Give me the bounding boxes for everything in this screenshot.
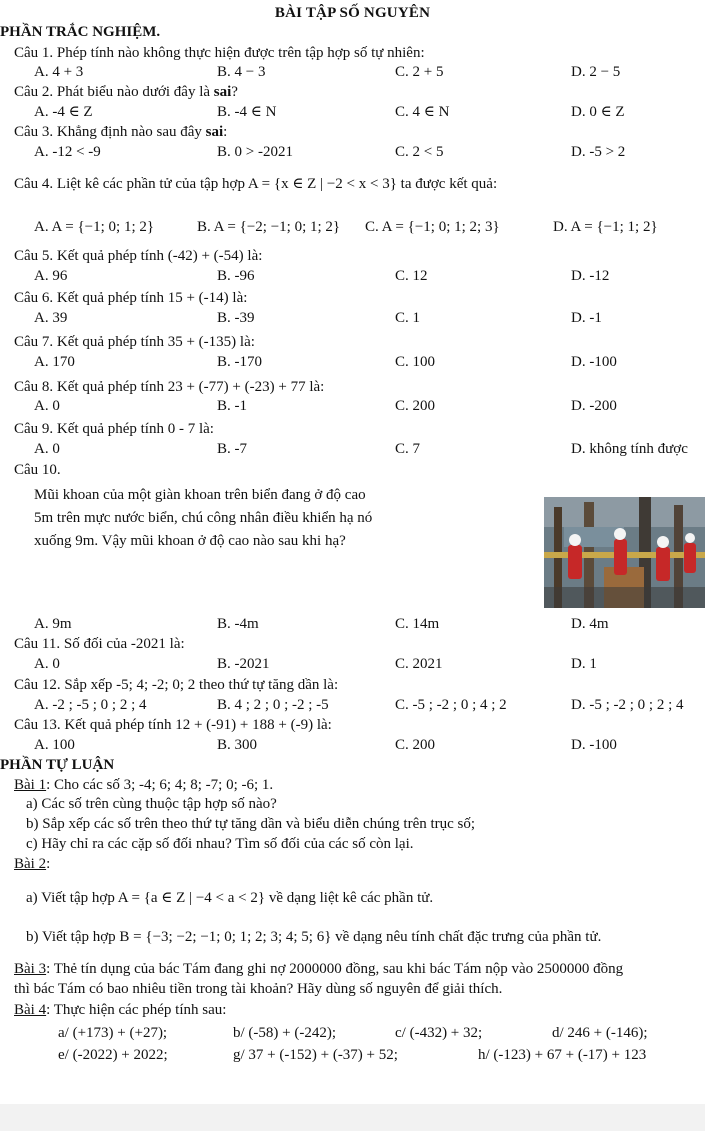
- option-d: D. -12: [571, 268, 610, 284]
- question-8-options: [0, 398, 705, 415]
- calc-b: b/ (-58) + (-242);: [233, 1025, 337, 1041]
- question-3-options: [0, 144, 705, 161]
- option-b: B. 300: [217, 737, 258, 753]
- option-d: D. -200: [571, 398, 617, 414]
- option-b: B. A = {−2; −1; 0; 1; 2}: [197, 219, 341, 235]
- question-10-text-line-3: xuống 9m. Vậy mũi khoan ở độ cao nào sau khi hạ?: [34, 533, 346, 549]
- stem-text: Câu 2. Phát biểu nào dưới đây là: [14, 84, 214, 100]
- stem-punct: ?: [231, 84, 238, 100]
- question-8-stem: Câu 8. Kết quả phép tính 23 + (-77) + (-23) + 77 là:: [14, 379, 325, 395]
- exercise-3-text: : Thẻ tín dụng của bác Tám đang ghi nợ 2000000 đồng, sau khi bác Tám nộp vào 2500000 đồng: [46, 961, 624, 977]
- option-c: C. 1: [395, 310, 421, 326]
- exercise-4-text: : Thực hiện các phép tính sau:: [46, 1002, 227, 1018]
- option-c: C. 2 + 5: [395, 64, 444, 80]
- option-b: B. -96: [217, 268, 255, 284]
- exercise-1-prompt: [14, 777, 273, 794]
- exercise-4-prompt: [14, 1002, 226, 1019]
- exercise-2-item-a: a) Viết tập hợp A = {a ∈ Z | −4 < a < 2} về dạng liệt kê các phần tử.: [26, 890, 434, 906]
- option-c: C. 100: [395, 354, 436, 370]
- option-d: D. 1: [571, 656, 597, 672]
- option-a: A. 0: [34, 398, 60, 414]
- option-a: A. -12 < -9: [34, 144, 101, 160]
- option-c: C. 7: [395, 441, 421, 457]
- option-a: A. 39: [34, 310, 68, 326]
- option-c: C. 2 < 5: [395, 144, 444, 160]
- option-a: A. 170: [34, 354, 75, 370]
- bottom-gray-band: [0, 1104, 705, 1131]
- option-d: D. 0 ∈ Z: [571, 104, 625, 120]
- question-7-options: [0, 354, 705, 371]
- option-b: B. -170: [217, 354, 262, 370]
- option-b: B. -4m: [217, 616, 259, 632]
- stem-emphasis: sai: [213, 84, 232, 100]
- question-9-stem: Câu 9. Kết quả phép tính 0 - 7 là:: [14, 421, 214, 437]
- calc-g: g/ 37 + (-152) + (-37) + 52;: [233, 1047, 398, 1063]
- option-d: D. -5 > 2: [571, 144, 626, 160]
- option-a: A. 0: [34, 441, 60, 457]
- option-a: A. -2 ; -5 ; 0 ; 2 ; 4: [34, 697, 147, 713]
- exercise-2-label: Bài 2: [14, 856, 47, 872]
- question-11-options: [0, 656, 705, 673]
- question-5-stem: Câu 5. Kết quả phép tính (-42) + (-54) là:: [14, 248, 263, 264]
- option-d: D. 4m: [571, 616, 609, 632]
- mc-heading: PHẦN TRẮC NGHIỆM.: [0, 24, 161, 40]
- exercise-2-text: :: [46, 856, 51, 872]
- question-5-options: [0, 268, 705, 285]
- option-d: D. -5 ; -2 ; 0 ; 2 ; 4: [571, 697, 684, 713]
- option-c: C. 4 ∈ N: [395, 104, 450, 120]
- option-d: D. -100: [571, 737, 617, 753]
- oil-rig-photo: [544, 497, 705, 608]
- question-3-stem: [14, 124, 227, 141]
- option-a: A. 9m: [34, 616, 72, 632]
- option-c: C. 14m: [395, 616, 440, 632]
- exercise-4-row-1: [0, 1025, 705, 1042]
- option-c: C. 200: [395, 737, 436, 753]
- option-b: B. 0 > -2021: [217, 144, 293, 160]
- question-7-stem: Câu 7. Kết quả phép tính 35 + (-135) là:: [14, 334, 255, 350]
- option-d: D. 2 − 5: [571, 64, 621, 80]
- option-a: A. 96: [34, 268, 68, 284]
- essay-heading: PHẦN TỰ LUẬN: [0, 757, 115, 773]
- question-10-text-line-2: 5m trên mực nước biển, chú công nhân điều khiển hạ nó: [34, 510, 373, 526]
- option-b: B. -4 ∈ N: [217, 104, 277, 120]
- option-a: A. 4 + 3: [34, 64, 84, 80]
- question-4-stem: Câu 4. Liệt kê các phần tử của tập hợp A = {x ∈ Z | −2 < x < 3} ta được kết quả:: [14, 176, 498, 192]
- calc-a: a/ (+173) + (+27);: [58, 1025, 168, 1041]
- option-b: B. 4 ; 2 ; 0 ; -2 ; -5: [217, 697, 329, 713]
- stem-punct: :: [223, 124, 228, 140]
- question-12-stem: Câu 12. Sắp xếp -5; 4; -2; 0; 2 theo thứ tự tăng dần là:: [14, 677, 339, 693]
- exercise-1-item-c: c) Hãy chỉ ra các cặp số đối nhau? Tìm số đối của các số còn lại.: [26, 836, 414, 852]
- option-a: A. 100: [34, 737, 75, 753]
- calc-d: d/ 246 + (-146);: [552, 1025, 648, 1041]
- stem-emphasis: sai: [205, 124, 224, 140]
- option-b: B. -1: [217, 398, 247, 414]
- question-11-stem: Câu 11. Số đối của -2021 là:: [14, 636, 185, 652]
- question-1-stem: Câu 1. Phép tính nào không thực hiện được trên tập hợp số tự nhiên:: [14, 45, 425, 61]
- calc-e: e/ (-2022) + 2022;: [58, 1047, 168, 1063]
- calc-h: h/ (-123) + 67 + (-17) + 123: [478, 1047, 647, 1063]
- question-1-options: [0, 64, 705, 81]
- question-13-options: [0, 737, 705, 754]
- question-6-stem: Câu 6. Kết quả phép tính 15 + (-14) là:: [14, 290, 248, 306]
- option-a: A. A = {−1; 0; 1; 2}: [34, 219, 155, 235]
- question-2-stem: [14, 84, 238, 101]
- oil-rig-illustration: [544, 497, 705, 608]
- exercise-1-label: Bài 1: [14, 777, 47, 793]
- question-12-options: [0, 697, 705, 714]
- question-10-text-line-1: Mũi khoan của một giàn khoan trên biển đang ở độ cao: [34, 487, 366, 503]
- option-d: D. -1: [571, 310, 602, 326]
- option-c: C. 2021: [395, 656, 443, 672]
- option-c: C. 200: [395, 398, 436, 414]
- exercise-1-text: : Cho các số 3; -4; 6; 4; 8; -7; 0; -6; 1.: [46, 777, 274, 793]
- question-13-stem: Câu 13. Kết quả phép tính 12 + (-91) + 188 + (-9) là:: [14, 717, 332, 733]
- option-b: B. -7: [217, 441, 247, 457]
- option-a: A. 0: [34, 656, 60, 672]
- option-b: B. -2021: [217, 656, 270, 672]
- exercise-1-item-b: b) Sắp xếp các số trên theo thứ tự tăng dần và biểu diễn chúng trên trục số;: [26, 816, 476, 832]
- question-10-options: [0, 616, 705, 633]
- calc-c: c/ (-432) + 32;: [395, 1025, 483, 1041]
- exercise-2-prompt: [14, 856, 50, 873]
- option-d: D. không tính được: [571, 441, 688, 457]
- question-2-options: [0, 104, 705, 121]
- exercise-4-label: Bài 4: [14, 1002, 47, 1018]
- exercise-2-item-b: b) Viết tập hợp B = {−3; −2; −1; 0; 1; 2; 3; 4; 5; 6} về dạng nêu tính chất đặc trưng của phần tử.: [26, 929, 602, 945]
- option-c: C. A = {−1; 0; 1; 2; 3}: [365, 219, 500, 235]
- question-6-options: [0, 310, 705, 327]
- question-10-label: Câu 10.: [14, 462, 61, 478]
- stem-text: Câu 3. Khẳng định nào sau đây: [14, 124, 206, 140]
- option-d: D. A = {−1; 1; 2}: [553, 219, 658, 235]
- exercise-3-text-line-2: thì bác Tám có bao nhiêu tiền trong tài khoản? Hãy dùng số nguyên để giải thích.: [14, 981, 503, 997]
- exercise-3-prompt: [14, 961, 623, 978]
- exercise-4-row-2: [0, 1047, 705, 1064]
- option-b: B. 4 − 3: [217, 64, 266, 80]
- option-a: A. -4 ∈ Z: [34, 104, 93, 120]
- question-9-options: [0, 441, 705, 458]
- exercise-1-item-a: a) Các số trên cùng thuộc tập hợp số nào?: [26, 796, 277, 812]
- exercise-3-label: Bài 3: [14, 961, 47, 977]
- option-c: C. 12: [395, 268, 428, 284]
- option-d: D. -100: [571, 354, 617, 370]
- option-b: B. -39: [217, 310, 255, 326]
- page-title: BÀI TẬP SỐ NGUYÊN: [274, 5, 431, 21]
- question-4-options: [0, 219, 705, 236]
- option-c: C. -5 ; -2 ; 0 ; 4 ; 2: [395, 697, 507, 713]
